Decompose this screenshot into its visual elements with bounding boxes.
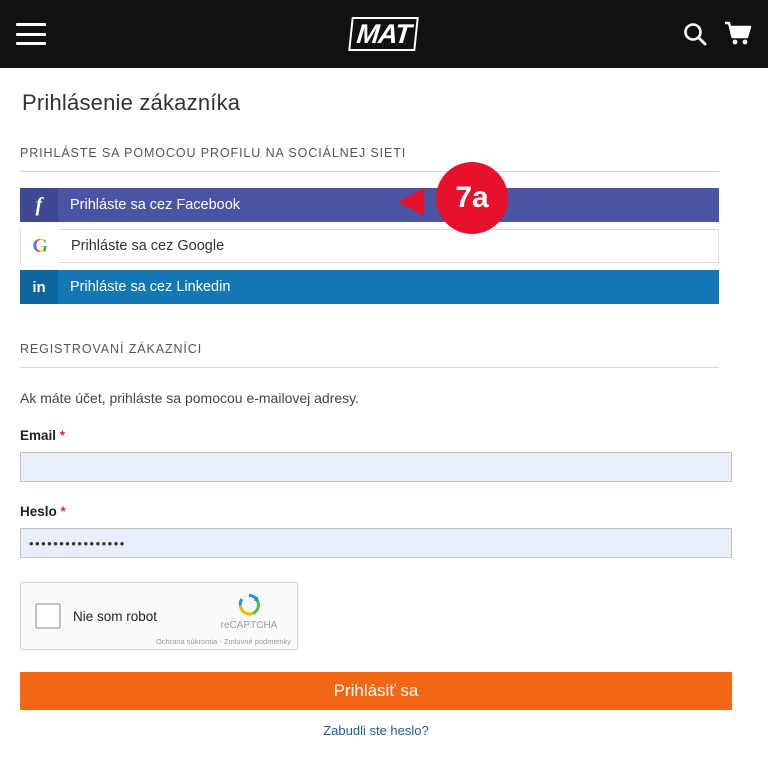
password-required-marker: *: [60, 504, 66, 519]
annotation-badge: 7a: [436, 162, 508, 234]
email-required-marker: *: [59, 428, 66, 443]
recaptcha-legal-text: Ochrana súkromia - Zmluvné podmienky: [155, 637, 291, 646]
recaptcha-widget[interactable]: [20, 582, 298, 650]
recaptcha-label: Nie som robot: [73, 608, 158, 624]
linkedin-icon: in: [20, 270, 58, 304]
google-login-label: Prihláste sa cez Google: [71, 238, 225, 254]
recaptcha-checkbox[interactable]: [35, 603, 61, 629]
forgot-password-link[interactable]: Zabudli ste heslo?: [323, 723, 429, 738]
login-submit-button[interactable]: Prihlásiť sa: [20, 672, 732, 710]
social-section-label: PRIHLÁSTE SA POMOCOU PROFILU NA SOCIÁLNEJ SIETI: [20, 146, 719, 172]
registered-description: Ak máte účet, prihláste sa pomocou e-mailovej adresy.: [20, 390, 360, 406]
social-login-list: [20, 188, 748, 304]
recaptcha-brand-name: reCAPTCHA: [220, 620, 278, 631]
linkedin-login-label: Prihláste sa cez Linkedin: [70, 279, 231, 295]
email-label-text: Email: [20, 428, 57, 443]
hamburger-bar: [16, 33, 46, 36]
google-icon: [21, 229, 59, 263]
recaptcha-icon: [210, 591, 288, 619]
password-label-text: Heslo: [20, 504, 57, 519]
facebook-login-button[interactable]: [20, 188, 719, 222]
site-logo[interactable]: [343, 16, 425, 52]
email-input[interactable]: [20, 452, 732, 482]
login-content: [0, 90, 768, 738]
header-icon-group: [682, 21, 752, 47]
logo-text: MAT: [348, 17, 419, 51]
hamburger-bar: [16, 42, 46, 45]
recaptcha-brand: [210, 591, 288, 631]
search-icon[interactable]: [682, 21, 708, 47]
facebook-icon: f: [20, 188, 58, 222]
password-input[interactable]: [20, 528, 732, 558]
hamburger-bar: [16, 23, 46, 26]
email-label: [20, 428, 748, 443]
hamburger-icon[interactable]: [16, 23, 46, 45]
linkedin-login-button[interactable]: [20, 270, 719, 304]
registered-section-label: REGISTROVANÍ ZÁKAZNÍCI: [20, 342, 719, 368]
password-label: [20, 504, 748, 519]
google-login-button[interactable]: [20, 229, 719, 263]
page-title: Prihlásenie zákazníka: [22, 90, 241, 115]
cart-icon[interactable]: [724, 21, 752, 47]
site-header: [0, 0, 768, 68]
facebook-login-label: Prihláste sa cez Facebook: [70, 197, 241, 213]
google-glyph: G: [32, 234, 48, 257]
